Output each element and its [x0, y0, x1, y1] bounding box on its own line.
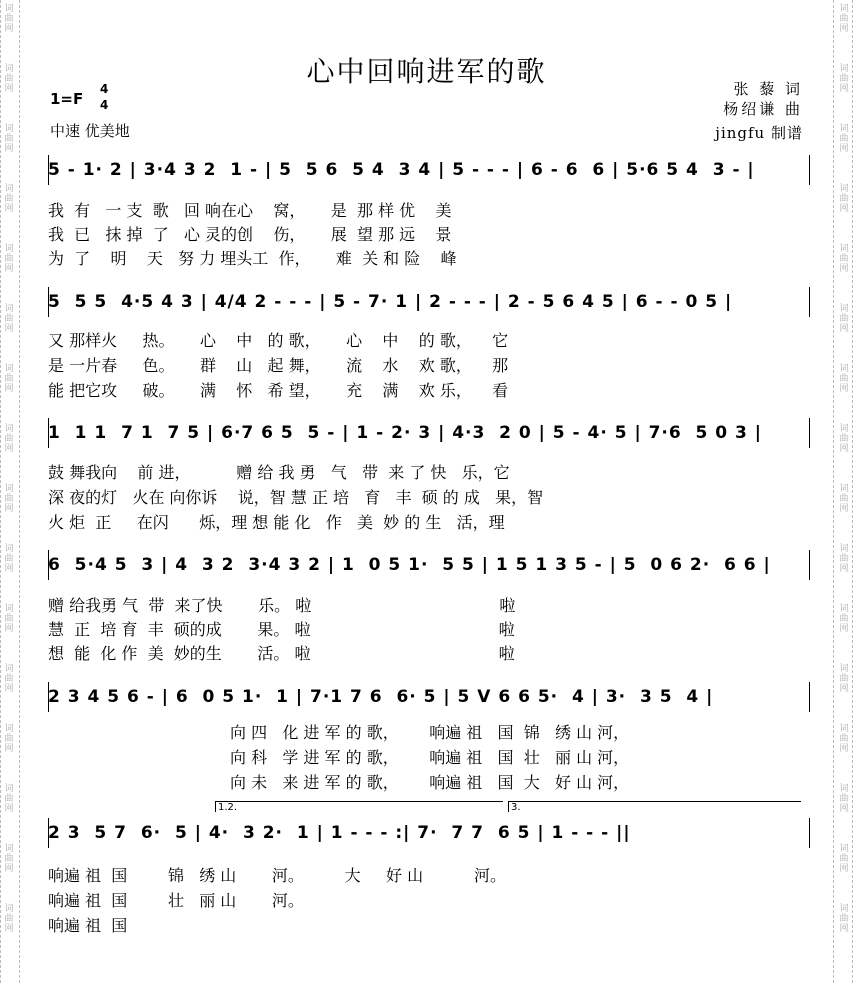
watermark: 词 曲 网: [4, 664, 14, 694]
time-signature-bottom: 4: [100, 98, 109, 112]
notation-line: 6 5·4 5 3 | 4 3 2 3·4 3 2 | 1 0 5 1· 5 5 | 1 5 1 3 5 - | 5 0 6 2· 6 6 |: [48, 555, 771, 575]
lyric-line: 火 炬 正 在闪 烁，理 想 能 化 作 美 妙 的 生 活，理: [48, 513, 505, 532]
lyric-line: 想 能 化 作 美 妙的生 活。 啦 啦: [48, 644, 515, 663]
lyric-line: 赠 给我勇 气 带 来了快 乐。 啦 啦: [48, 596, 516, 615]
lyric-line: 慧 正 培 育 丰 硕的成 果。 啦 啦: [48, 620, 515, 639]
watermark: 词 曲 网: [4, 724, 14, 754]
watermark: 词 曲 网: [4, 424, 14, 454]
watermark: 词 曲 网: [4, 844, 14, 874]
lyric-line: 响遍 祖 国: [48, 916, 128, 935]
lyric-line: 能 把它攻 破。 满 怀 希 望， 充 满 欢 乐， 看: [48, 381, 509, 400]
tempo-marking: 中速 优美地: [50, 122, 130, 140]
lyric-line: 又 那样火 热。 心 中 的 歌， 心 中 的 歌， 它: [48, 331, 509, 350]
watermark: 词 曲 网: [4, 904, 14, 934]
watermark: 词 曲 网: [839, 304, 849, 334]
watermark: 词 曲 网: [839, 64, 849, 94]
lyricist-credit: 张 藜 词: [733, 80, 803, 98]
notation-line: 1 1 1 7 1 7 5 | 6·7 6 5 5 - | 1 - 2· 3 | 4·3 2 0 | 5 - 4· 5 | 7·6 5 0 3 |: [48, 423, 762, 443]
watermark: 词 曲 网: [839, 124, 849, 154]
time-signature-top: 4: [100, 82, 109, 96]
watermark: 词 曲 网: [4, 184, 14, 214]
watermark: 词 曲 网: [4, 4, 14, 34]
watermark: 词 曲 网: [839, 904, 849, 934]
song-title: 心中回响进军的歌: [306, 55, 547, 88]
watermark: 词 曲 网: [839, 4, 849, 34]
lyric-line: 向 科 学 进 军 的 歌， 响遍 祖 国 壮 丽 山 河，: [230, 748, 630, 767]
lyric-line: 鼓 舞我向 前 进， 赠 给 我 勇 气 带 来 了 快 乐，它: [48, 463, 510, 482]
watermark: 词 曲 网: [4, 604, 14, 634]
watermark: 词 曲 网: [839, 664, 849, 694]
watermark: 词 曲 网: [4, 484, 14, 514]
notation-line: 2 3 4 5 6 - | 6 0 5 1· 1 | 7·1 7 6 6· 5 | 5 V 6 6 5· 4 | 3· 3 5 4 |: [48, 687, 714, 707]
watermark: 词 曲 网: [839, 424, 849, 454]
lyric-line: 我 有 一 支 歌 回 响在心 窝， 是 那 样 优 美: [48, 201, 452, 220]
watermark: 词 曲 网: [4, 784, 14, 814]
lyric-line: 响遍 祖 国 壮 丽 山 河。: [48, 891, 304, 910]
watermark: 词 曲 网: [4, 544, 14, 574]
lyric-line: 响遍 祖 国 锦 绣 山 河。 大 好 山 河。: [48, 866, 506, 885]
watermark: 词 曲 网: [839, 544, 849, 574]
watermark: 词 曲 网: [839, 364, 849, 394]
lyric-line: 向 四 化 进 军 的 歌， 响遍 祖 国 锦 绣 山 河，: [230, 723, 630, 742]
watermark: 词 曲 网: [839, 604, 849, 634]
watermark: 词 曲 网: [839, 844, 849, 874]
watermark: 词 曲 网: [4, 124, 14, 154]
key-signature: 1=F: [50, 90, 84, 108]
watermark: 词 曲 网: [4, 364, 14, 394]
transcriber-credit: jingfu 制谱: [715, 124, 803, 142]
composer-credit: 杨绍谦 曲: [723, 100, 803, 118]
watermark: 词 曲 网: [839, 484, 849, 514]
watermark: 词 曲 网: [839, 184, 849, 214]
notation-line: 5 5 5 4·5 4 3 | 4/4 2 - - - | 5 - 7· 1 | 2 - - - | 2 - 5 6 4 5 | 6 - - 0 5 |: [48, 292, 733, 312]
first-ending-bracket: 1.2.: [215, 801, 503, 812]
lyric-line: 为 了 明 天 努 力 埋头工 作， 难 关 和 险 峰: [48, 249, 457, 268]
notation-line: 5 - 1· 2 | 3·4 3 2 1 - | 5 5 6 5 4 3 4 | 5 - - - | 6 - 6 6 | 5·6 5 4 3 - |: [48, 160, 755, 180]
watermark: 词 曲 网: [839, 784, 849, 814]
second-ending-bracket: 3.: [508, 801, 801, 812]
watermark: 词 曲 网: [4, 244, 14, 274]
watermark: 词 曲 网: [4, 304, 14, 334]
lyric-line: 是 一片春 色。 群 山 起 舞， 流 水 欢 歌， 那: [48, 356, 509, 375]
lyric-line: 向 未 来 进 军 的 歌， 响遍 祖 国 大 好 山 河，: [230, 773, 630, 792]
notation-line: 2 3 5 7 6· 5 | 4· 3 2· 1 | 1 - - - :| 7· 7 7 6 5 | 1 - - - ||: [48, 823, 631, 843]
lyric-line: 深 夜的灯 火在 向你诉 说，智 慧 正 培 育 丰 硕 的 成 果，智: [48, 488, 544, 507]
watermark: 词 曲 网: [839, 244, 849, 274]
watermark: 词 曲 网: [839, 724, 849, 754]
lyric-line: 我 已 抹 掉 了 心 灵的创 伤， 展 望 那 远 景: [48, 225, 452, 244]
watermark: 词 曲 网: [4, 64, 14, 94]
